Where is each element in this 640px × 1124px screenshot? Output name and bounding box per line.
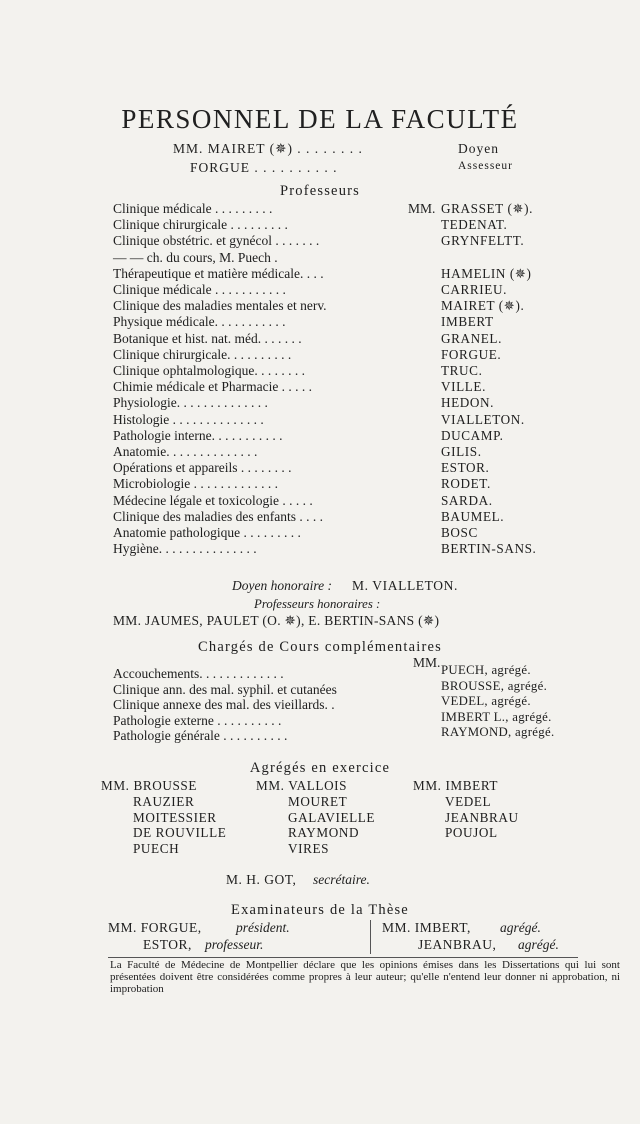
lecturers-prefix: MM.	[413, 655, 441, 670]
professor-chair: Clinique des maladies des enfants . . . .	[113, 508, 323, 524]
associate-name: MM. VALLOIS	[256, 778, 348, 793]
professor-chair: Pathologie interne. . . . . . . . . . .	[113, 427, 283, 443]
professor-chair: Opérations et appareils . . . . . . . .	[113, 460, 292, 476]
page-title: PERSONNEL DE LA FACULTÉ	[121, 104, 519, 134]
professor-name: MAIRET (✵).	[441, 298, 525, 314]
professor-name: GRYNFELTT.	[441, 233, 525, 249]
professor-chair: Microbiologie . . . . . . . . . . . . .	[113, 476, 278, 492]
professor-chair: Clinique chirurgicale. . . . . . . . . .	[113, 346, 292, 362]
professor-name: DUCAMP.	[441, 427, 504, 443]
professor-chair: Histologie . . . . . . . . . . . . . .	[113, 411, 264, 427]
professor-name: BAUMEL.	[441, 508, 505, 524]
associate-name: PUECH	[133, 841, 180, 857]
associate-name: RAUZIER	[133, 793, 195, 809]
examiners-divider	[370, 920, 371, 954]
professor-chair: Physique médicale. . . . . . . . . . .	[113, 314, 286, 330]
examiner-agrege-2-role: agrégé.	[518, 937, 559, 952]
professor-name: IMBERT	[441, 314, 494, 330]
professor-name: GRASSET (✵).	[441, 201, 534, 216]
professor-name: TEDENAT.	[441, 217, 508, 233]
lecturer-course: Pathologie générale . . . . . . . . . .	[113, 728, 288, 744]
examiner-president-role: président.	[236, 920, 290, 935]
professor-name: VILLE.	[441, 379, 486, 395]
examiner-professor-name: ESTOR,	[143, 937, 192, 952]
professor-chair: Physiologie. . . . . . . . . . . . . .	[113, 395, 268, 411]
lecturer-name: IMBERT L., agrégé.	[441, 709, 552, 724]
professor-chair: Anatomie pathologique . . . . . . . . .	[113, 525, 301, 540]
associate-name: VIRES	[288, 841, 330, 857]
examiner-agrege-1-role: agrégé.	[500, 920, 541, 935]
professor-name: HAMELIN (✵)	[441, 265, 532, 281]
honorary-professors-names: MM. JAUMES, PAULET (O. ✵), E. BERTIN-SANS (✵)	[113, 613, 440, 628]
lecturer-name: RAYMOND, agrégé.	[441, 725, 555, 740]
assessor-role: Assesseur	[458, 160, 513, 172]
honorary-professors-heading: Professeurs honoraires :	[254, 597, 381, 611]
examiner-president-name: MM. FORGUE,	[108, 920, 202, 935]
associate-name: JEANBRAU	[445, 809, 519, 825]
faculty-disclaimer: La Faculté de Médecine de Montpellier déclare que les opinions émises dans les Dissertations qui lui sont présentées doivent être considérées comme propres à leur auteur; qu'elle n'entend leur donner ni approbation, ni improbation	[110, 959, 620, 995]
professor-chair: Clinique médicale . . . . . . . . .	[113, 201, 273, 216]
associate-name: POUJOL	[445, 825, 498, 841]
professor-chair: Anatomie. . . . . . . . . . . . . .	[113, 444, 258, 459]
lecturer-name: BROUSSE, agrégé.	[441, 678, 548, 693]
associate-name: MM. BROUSSE	[101, 778, 198, 793]
professor-chair: Hygiène. . . . . . . . . . . . . . .	[113, 541, 257, 557]
professor-name: SARDA.	[441, 492, 493, 508]
professor-chair: Clinique obstétric. et gynécol . . . . . . .	[113, 233, 320, 249]
professor-chair: Clinique des maladies mentales et nerv.	[113, 298, 327, 314]
professor-name: GILIS.	[441, 444, 482, 459]
associate-name: RAYMOND	[288, 825, 360, 841]
lecturers-heading: Chargés de Cours complémentaires	[198, 639, 442, 655]
lecturer-name: PUECH, agrégé.	[441, 663, 531, 677]
professor-chair: Clinique chirurgicale . . . . . . . . .	[113, 217, 288, 233]
lecturer-name: VEDEL, agrégé.	[441, 694, 531, 709]
honorary-dean-name: M. VIALLETON.	[352, 578, 458, 593]
professor-name: RODET.	[441, 476, 491, 492]
assessor-name: FORGUE . . . . . . . . . .	[190, 160, 338, 175]
professor-name: BERTIN-SANS.	[441, 541, 537, 557]
professor-chair: Thérapeutique et matière médicale. . . .	[113, 265, 324, 281]
professor-chair: Clinique ophtalmologique. . . . . . . .	[113, 363, 305, 378]
professor-name: BOSC	[441, 525, 478, 540]
secretary-name: M. H. GOT,	[226, 872, 297, 887]
secretary-role: secrétaire.	[313, 872, 370, 887]
lecturer-course: Pathologie externe . . . . . . . . . .	[113, 712, 282, 728]
professor-name: GRANEL.	[441, 330, 502, 346]
professor-chair: Médecine légale et toxicologie . . . . .	[113, 492, 313, 508]
dean-role: Doyen	[458, 141, 499, 156]
associate-name: MOITESSIER	[133, 809, 217, 825]
dean-name: MM. MAIRET (✵) . . . . . . . .	[173, 141, 363, 156]
associates-heading: Agrégés en exercice	[249, 760, 391, 776]
associate-name: MOURET	[288, 793, 348, 809]
professor-chair: Chimie médicale et Pharmacie . . . . .	[113, 379, 313, 395]
associate-name: DE ROUVILLE	[133, 825, 227, 841]
professor-chair: Botanique et hist. nat. méd. . . . . . .	[113, 330, 302, 346]
examiner-agrege-1-name: MM. IMBERT,	[382, 920, 471, 935]
professor-chair: Clinique médicale . . . . . . . . . . .	[113, 282, 286, 297]
professor-name: TRUC.	[441, 363, 483, 378]
associate-name: MM. IMBERT	[413, 778, 499, 793]
professors-prefix: MM.	[408, 201, 436, 216]
professors-heading: Professeurs	[279, 183, 361, 199]
lecturer-course: Accouchements. . . . . . . . . . . . .	[113, 666, 284, 681]
notice-rule	[108, 957, 578, 958]
examiner-professor-role: professeur.	[205, 937, 264, 952]
lecturer-course: Clinique annexe des mal. des vieillards. .	[113, 697, 335, 713]
associate-name: VEDEL	[445, 793, 492, 809]
professor-name: ESTOR.	[441, 460, 490, 476]
associate-name: GALAVIELLE	[288, 809, 376, 825]
examiner-agrege-2-name: JEANBRAU,	[418, 937, 497, 952]
honorary-dean-label: Doyen honoraire :	[232, 578, 332, 593]
lecturer-course: Clinique ann. des mal. syphil. et cutanées	[113, 681, 337, 697]
professor-chair: — — ch. du cours, M. Puech .	[113, 249, 278, 265]
professor-name: FORGUE.	[441, 346, 502, 362]
professor-name: CARRIEU.	[441, 282, 507, 297]
professor-name: VIALLETON.	[441, 411, 525, 427]
examiners-heading: Examinateurs de la Thèse	[231, 902, 409, 918]
professor-name: HEDON.	[441, 395, 495, 411]
